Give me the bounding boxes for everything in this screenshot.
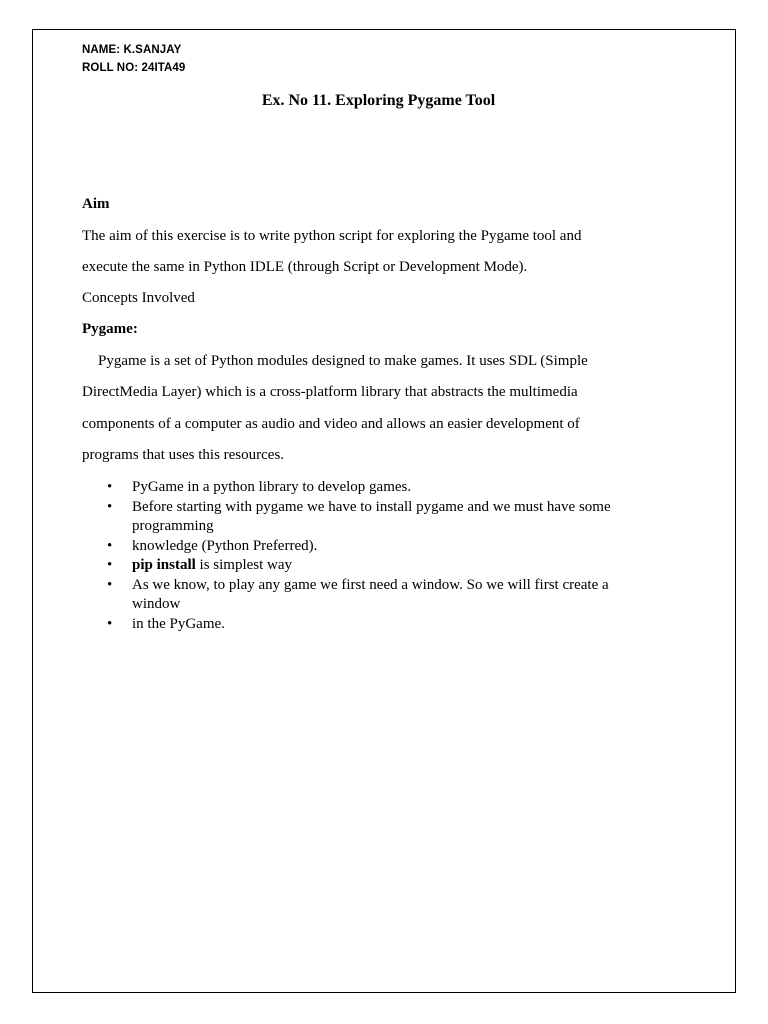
roll-number: ROLL NO: 24ITA49	[82, 62, 186, 74]
aim-text-line-1: The aim of this exercise is to write python script for exploring the Pygame tool and	[82, 228, 582, 244]
list-item-bold-text: pip install	[132, 557, 196, 573]
bullet-icon: •	[107, 615, 113, 632]
list-item-text: knowledge (Python Preferred).	[132, 537, 318, 554]
concepts-heading: Concepts Involved	[82, 290, 195, 306]
pygame-text-line-3: components of a computer as audio and video and allows an easier development of	[82, 416, 580, 432]
bullet-icon: •	[107, 537, 113, 554]
list-item-text: Before starting with pygame we have to install pygame and we must have some programming	[132, 498, 611, 534]
bullet-list	[82, 478, 642, 634]
list-item-text: As we know, to play any game we first need a window. So we will first create a window	[132, 576, 609, 612]
list-item	[82, 478, 642, 498]
aim-text-line-2: execute the same in Python IDLE (through Script or Development Mode).	[82, 259, 528, 275]
student-name: NAME: K.SANJAY	[82, 44, 182, 56]
pygame-text-line-1: Pygame is a set of Python modules designed to make games. It uses SDL (Simple	[98, 353, 588, 369]
list-item	[82, 615, 642, 635]
list-item	[82, 498, 642, 537]
bullet-icon: •	[107, 557, 113, 573]
pygame-text-line-4: programs that uses this resources.	[82, 447, 285, 463]
bullet-icon: •	[107, 498, 113, 515]
bullet-icon: •	[107, 479, 113, 495]
list-item	[82, 556, 642, 576]
pygame-heading: Pygame:	[82, 321, 138, 337]
list-item-text: PyGame in a python library to develop games.	[132, 479, 412, 495]
pygame-text-line-2: DirectMedia Layer) which is a cross-platform library that abstracts the multimedia	[82, 384, 578, 400]
page-title: Ex. No 11. Exploring Pygame Tool	[261, 92, 496, 109]
list-item	[82, 537, 642, 557]
aim-heading: Aim	[82, 196, 110, 212]
list-item	[82, 576, 642, 615]
list-item-text: is simplest way	[195, 557, 293, 573]
bullet-icon: •	[107, 576, 113, 593]
list-item-text: in the PyGame.	[132, 615, 225, 632]
